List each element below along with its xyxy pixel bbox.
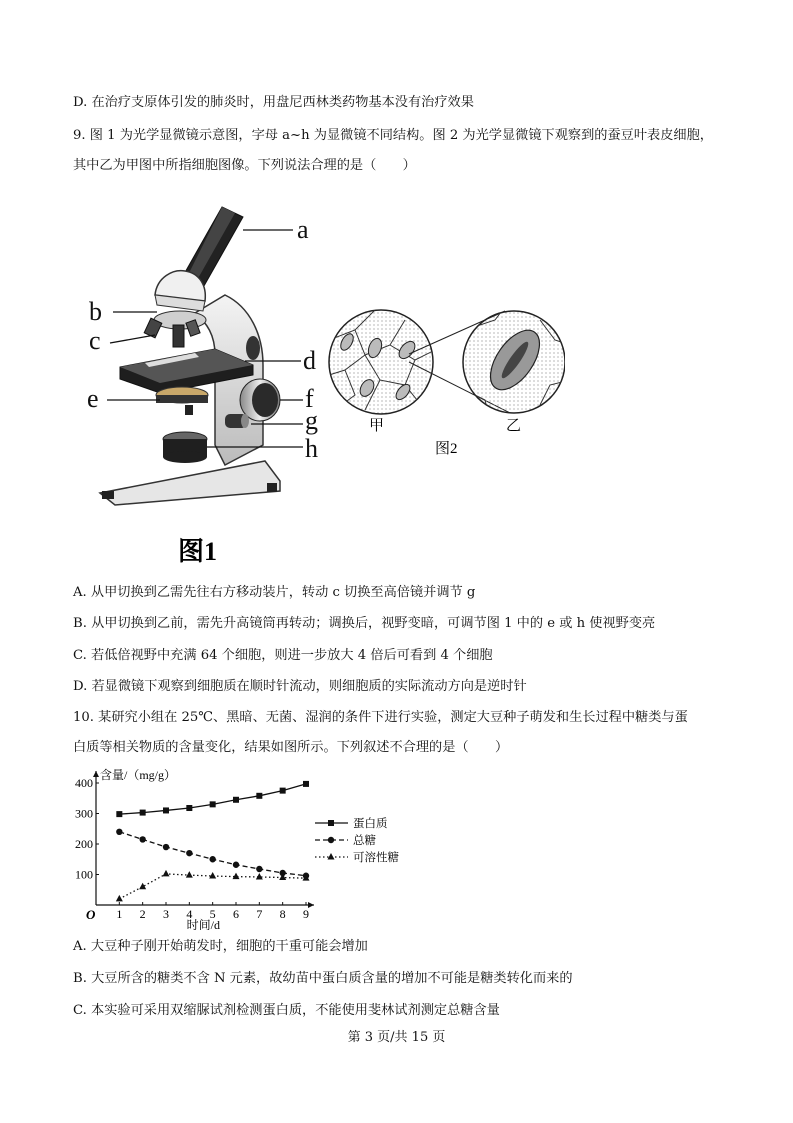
data-point xyxy=(116,829,122,835)
legend-marker xyxy=(328,837,334,843)
label-g: g xyxy=(305,406,318,435)
coarse-focus-knob-face xyxy=(252,383,278,417)
figure1-caption: 图1 xyxy=(178,537,218,566)
data-point xyxy=(256,873,263,880)
figure2-caption: 图2 xyxy=(435,441,458,457)
y-axis-arrow xyxy=(93,771,99,777)
base-foot-left xyxy=(102,491,114,499)
y-axis-label: 含量/（mg/g） xyxy=(100,768,177,782)
y-tick-label: 300 xyxy=(75,806,93,821)
data-point xyxy=(280,788,286,794)
line-q9-option-a: A. 从甲切换到乙需先往右方移动装片，转动 c 切换至高倍镜并调节 g xyxy=(73,585,476,600)
label-b: b xyxy=(89,297,102,326)
x-tick-label: 5 xyxy=(209,907,216,921)
data-point xyxy=(210,801,216,807)
chart-legend xyxy=(315,816,399,864)
data-point xyxy=(163,844,169,850)
legend-marker xyxy=(328,820,334,826)
x-tick-label: 6 xyxy=(233,907,239,921)
light-source-bottom xyxy=(163,451,207,463)
label-a: a xyxy=(297,215,309,244)
label-jia: 甲 xyxy=(369,418,385,434)
line-q10-stem-1: 10. 某研究小组在 25℃、黑暗、无菌、湿润的条件下进行实验，测定大豆种子萌发和生长过程中糖类与蛋 xyxy=(73,710,688,725)
y-tick-label: 400 xyxy=(75,776,93,790)
label-yi: 乙 xyxy=(506,418,522,434)
data-point xyxy=(116,811,122,817)
x-tick-label: 4 xyxy=(186,907,193,921)
page-footer: 第 3 页/共 15 页 xyxy=(347,1030,446,1045)
figure1-microscope xyxy=(75,195,335,575)
line-chart xyxy=(70,765,410,930)
line-q9-option-b: B. 从甲切换到乙前，需先升高镜筒再转动；调换后，视野变暗，可调节图 1 中的 e 或 h 使视野变亮 xyxy=(73,616,656,631)
data-point xyxy=(163,807,169,813)
data-point xyxy=(233,797,239,803)
data-point xyxy=(186,871,193,878)
data-point xyxy=(116,895,123,902)
series-line xyxy=(119,832,306,876)
x-axis-label: 时间/d xyxy=(186,918,221,930)
label-d: d xyxy=(303,346,316,375)
line-q9-stem-1: 9. 图 1 为光学显微镜示意图，字母 a~h 为显微镜不同结构。图 2 为光学显微镜下观察到的蚕豆叶表皮细胞， xyxy=(73,128,713,143)
fine-focus-knob-end xyxy=(241,414,249,428)
data-point xyxy=(163,870,170,877)
objective-2 xyxy=(173,325,184,347)
base xyxy=(100,461,280,505)
line-q9-option-c: C. 若低倍视野中充满 64 个细胞，则进一步放大 4 倍后可看到 4 个细胞 xyxy=(73,648,493,663)
data-point xyxy=(186,805,192,811)
chart-axes xyxy=(75,768,314,930)
chart-series xyxy=(116,781,310,901)
data-point xyxy=(233,873,240,880)
x-tick-label: 1 xyxy=(116,907,123,921)
label-h: h xyxy=(305,434,318,463)
y-tick-label: 100 xyxy=(75,867,93,882)
x-tick-label: 3 xyxy=(163,907,169,921)
legend-label: 总糖 xyxy=(353,835,376,847)
line-q10-option-a: A. 大豆种子刚开始萌发时，细胞的干重可能会增加 xyxy=(73,939,368,954)
base-foot-right xyxy=(267,483,277,492)
line-q8-option-d: D. 在治疗支原体引发的肺炎时，用盘尼西林类药物基本没有治疗效果 xyxy=(73,95,474,110)
line-q9-stem-2: 其中乙为甲图中所指细胞图像。下列说法合理的是（ ） xyxy=(73,158,416,173)
legend-label: 可溶性糖 xyxy=(353,852,399,864)
x-tick-label: 7 xyxy=(256,907,263,921)
data-point xyxy=(140,810,146,816)
line-q10-option-c: C. 本实验可采用双缩脲试剂检测蛋白质，不能使用斐林试剂测定总糖含量 xyxy=(73,1003,500,1018)
data-point xyxy=(256,793,262,799)
cell-view-jia xyxy=(329,310,433,414)
data-point xyxy=(233,862,239,868)
label-e: e xyxy=(87,384,99,413)
data-point xyxy=(303,781,309,787)
x-tick-label: 2 xyxy=(139,907,146,921)
line-q10-stem-2: 白质等相关物质的含量变化，结果如图所示。下列叙述不合理的是（ ） xyxy=(73,740,509,755)
figure2-cells xyxy=(325,300,565,470)
label-f: f xyxy=(305,384,314,413)
data-point xyxy=(209,872,216,879)
series-line xyxy=(119,784,306,814)
data-point xyxy=(209,856,215,862)
y-tick-label: 200 xyxy=(75,837,93,851)
data-point xyxy=(256,866,262,872)
line-q9-option-d: D. 若显微镜下观察到细胞质在顺时针流动，则细胞质的实际流动方向是逆时针 xyxy=(73,679,527,694)
data-point xyxy=(139,836,145,842)
label-c: c xyxy=(89,326,101,355)
diaphragm-lever xyxy=(185,405,193,415)
condenser-body xyxy=(156,395,208,403)
legend-label: 蛋白质 xyxy=(353,818,388,830)
x-tick-label: 9 xyxy=(303,907,309,921)
line-q10-option-b: B. 大豆所含的糖类不含 N 元素，故幼苗中蛋白质含量的增加不可能是糖类转化而来的 xyxy=(73,971,573,986)
legend-marker xyxy=(328,853,335,860)
arm-knob xyxy=(246,336,260,360)
data-point xyxy=(186,850,192,856)
x-tick-label: 8 xyxy=(279,907,286,921)
origin-label: O xyxy=(86,907,96,922)
